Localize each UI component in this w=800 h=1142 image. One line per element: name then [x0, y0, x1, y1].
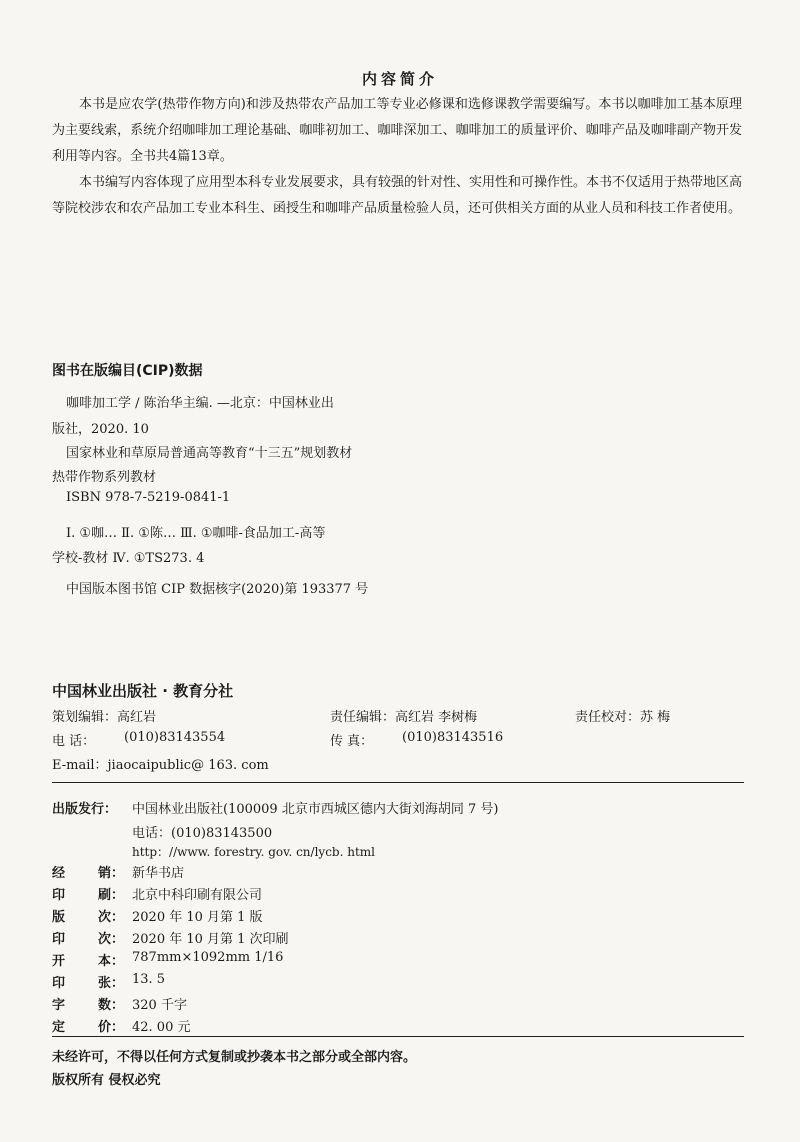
detail-key: 版: [52, 910, 66, 925]
detail-key: 印: [52, 888, 66, 903]
fax-number: (010)83143516: [402, 730, 504, 745]
divider: [52, 782, 744, 783]
distributor-url: http：//www. forestry. gov. cn/lycb. html: [132, 845, 375, 859]
cip-title: 图书在版编目(CIP)数据: [52, 363, 203, 379]
proofreader: 责任校对：苏 梅: [575, 710, 671, 725]
copyright-notice: 未经许可，不得以任何方式复制或抄袭本书之部分或全部内容。: [52, 1050, 417, 1065]
phone-number: (010)83143554: [124, 730, 226, 745]
phone-label: 电 话：: [52, 734, 96, 749]
cip-classification: 学校-教材 Ⅳ. ①TS273. 4: [52, 551, 205, 566]
summary-paragraph-1: 本书是应农学(热带作物方向)和涉及热带农产品加工等专业必修课和选修课教学需要编写。本书以咖啡加工基本原理为主要线索，系统介绍咖啡加工理论基础、咖啡初加工、咖啡深加工、咖啡加工的质量评价、咖啡产品及咖啡副产物开发利用等内容。全书共4篇13章。: [52, 97, 742, 164]
cip-record-number: 中国版本图书馆 CIP 数据核字(2020)第 193377 号: [66, 582, 369, 597]
email: E-mail：jiaocaipublic@ 163. com: [52, 758, 269, 773]
detail-value: 42. 00 元: [132, 1020, 191, 1035]
divider: [52, 1036, 744, 1037]
detail-key: 次：: [98, 932, 125, 947]
fax-label: 传 真：: [330, 734, 374, 749]
distributor-phone: 电话：(010)83143500: [132, 826, 273, 841]
detail-key: 印: [52, 932, 66, 947]
detail-key: 本：: [98, 954, 125, 969]
cip-isbn: ISBN 978-7-5219-0841-1: [66, 490, 231, 505]
publisher-name: 中国林业出版社 · 教育分社: [52, 682, 234, 700]
detail-key: 定: [52, 1020, 66, 1035]
detail-value: 北京中科印刷有限公司: [132, 888, 263, 903]
detail-value: 13. 5: [132, 972, 166, 987]
summary-paragraph-2: 本书编写内容体现了应用型本科专业发展要求，具有较强的针对性、实用性和可操作性。本书不仅适用于热带地区高等院校涉农和农产品加工专业本科生、函授生和咖啡产品质量检验人员，还可供相关方面的从业人员和科技工作者使用。: [52, 175, 743, 216]
detail-key: 经: [52, 866, 66, 881]
detail-value: 2020 年 10 月第 1 版: [132, 910, 263, 925]
cip-line: 国家林业和草原局普通高等教育“十三五”规划教材: [66, 446, 353, 461]
detail-key: 价：: [98, 1020, 125, 1035]
detail-key: 字: [52, 998, 66, 1013]
detail-key: 次：: [98, 910, 125, 925]
cip-line: 热带作物系列教材: [52, 470, 157, 485]
distributor-label: 出版发行：: [52, 802, 118, 817]
cip-classification: Ⅰ. ①咖… Ⅱ. ①陈… Ⅲ. ①咖啡-食品加工-高等: [66, 526, 326, 541]
cip-line: 版社，2020. 10: [52, 422, 149, 437]
detail-key: 张：: [98, 976, 125, 991]
detail-key: 数：: [98, 998, 125, 1013]
distributor: 中国林业出版社(100009 北京市西城区德内大街刘海胡同 7 号): [132, 802, 499, 817]
detail-key: 印: [52, 976, 66, 991]
rights-reserved: 版权所有 侵权必究: [52, 1073, 161, 1088]
detail-value: 787mm×1092mm 1/16: [132, 950, 284, 965]
detail-key: 刷：: [98, 888, 125, 903]
detail-key: 销：: [98, 866, 125, 881]
planning-editor: 策划编辑：高红岩: [52, 710, 157, 725]
detail-key: 开: [52, 954, 66, 969]
responsible-editor: 责任编辑：高红岩 李树梅: [330, 710, 478, 725]
summary-heading: 内容简介: [361, 70, 438, 88]
detail-value: 320 千字: [132, 998, 187, 1013]
cip-line: 咖啡加工学 / 陈治华主编. —北京：中国林业出: [66, 396, 334, 411]
detail-value: 新华书店: [132, 866, 185, 881]
detail-value: 2020 年 10 月第 1 次印刷: [132, 932, 289, 947]
